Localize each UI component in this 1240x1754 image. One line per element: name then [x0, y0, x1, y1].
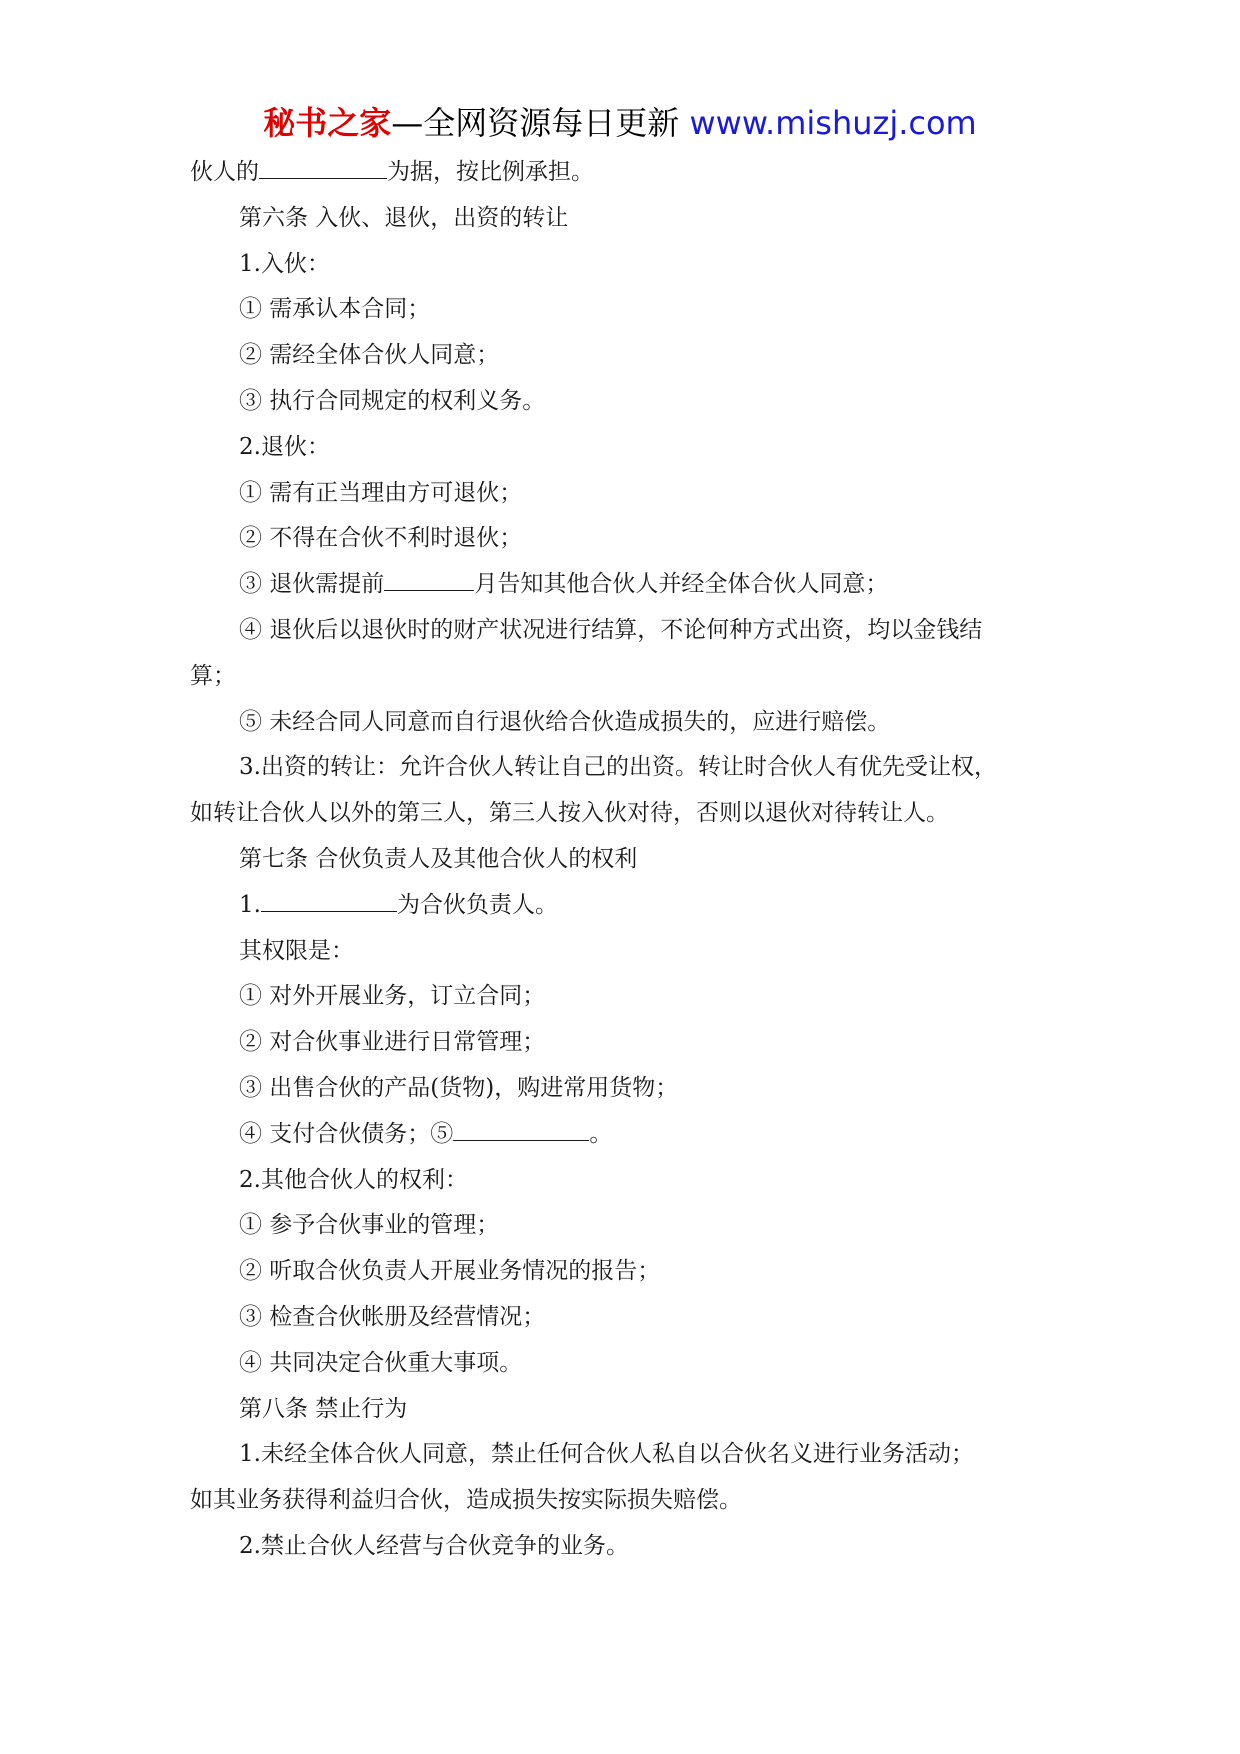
list-item-continued: 算； — [190, 662, 236, 689]
article-heading: 第七条 合伙负责人及其他合伙人的权利 — [239, 845, 638, 872]
list-item: ① 对外开展业务，订立合同； — [239, 983, 546, 1010]
list-item: ④ 退伙后以退伙时的财产状况进行结算，不论何种方式出资，均以金钱结 — [239, 616, 983, 643]
list-item: ② 需经全体合伙人同意； — [239, 342, 500, 369]
list-item: ② 听取合伙负责人开展业务情况的报告； — [239, 1258, 661, 1285]
text: 月告知其他合伙人并经全体合伙人同意； — [474, 571, 889, 598]
section-heading: 2.退伙： — [239, 433, 330, 460]
site-header — [0, 98, 1240, 148]
text: ③ 退伙需提前 — [239, 571, 385, 598]
paragraph-line: 其权限是： — [239, 937, 354, 964]
fill-blank — [259, 154, 387, 179]
list-item: ② 对合伙事业进行日常管理； — [239, 1029, 546, 1056]
text: 伙人的 — [190, 159, 259, 185]
list-item — [190, 562, 1070, 608]
section-heading: 1.入伙： — [239, 250, 330, 277]
article-heading: 第八条 禁止行为 — [239, 1395, 408, 1422]
text: ④ 支付合伙债务；⑤ — [239, 1120, 454, 1147]
list-item: ① 需承认本合同； — [239, 296, 431, 323]
paragraph-line: 3.出资的转让：允许合伙人转让自己的出资。转让时合伙人有优先受让权， — [239, 754, 997, 781]
fill-blank — [453, 1116, 589, 1141]
header-slogan: —全网资源每日更新 — [391, 104, 690, 142]
text: 1. — [239, 891, 261, 918]
list-item: ① 参予合伙事业的管理； — [239, 1212, 500, 1239]
list-item: ③ 执行合同规定的权利义务。 — [239, 387, 546, 414]
paragraph-line: 如转让合伙人以外的第三人，第三人按入伙对待，否则以退伙对待转让人。 — [190, 800, 949, 827]
list-item: ① 需有正当理由方可退伙； — [239, 479, 523, 506]
fill-blank — [384, 566, 474, 591]
paragraph-line — [190, 150, 1070, 196]
article-heading: 第六条 入伙、退伙，出资的转让 — [239, 204, 569, 231]
section-heading: 2.其他合伙人的权利： — [239, 1166, 468, 1193]
list-item — [190, 1112, 1070, 1158]
list-item: ④ 共同决定合伙重大事项。 — [239, 1349, 523, 1376]
text: 为合伙负责人。 — [396, 891, 558, 918]
fill-blank — [261, 887, 397, 912]
paragraph-line: 如其业务获得利益归合伙，造成损失按实际损失赔偿。 — [190, 1487, 742, 1514]
paragraph-line — [190, 883, 1070, 929]
site-url[interactable]: www.mishuzj.com — [689, 104, 977, 142]
list-item: ③ 检查合伙帐册及经营情况； — [239, 1303, 546, 1330]
list-item: ③ 出售合伙的产品(货物)，购进常用货物； — [239, 1074, 679, 1101]
list-item: ② 不得在合伙不利时退伙； — [239, 525, 523, 552]
paragraph-line: 1.未经全体合伙人同意，禁止任何合伙人私自以合伙名义进行业务活动； — [239, 1441, 974, 1468]
text: 。 — [589, 1120, 613, 1147]
paragraph-line: 2.禁止合伙人经营与合伙竞争的业务。 — [239, 1532, 629, 1559]
list-item: ⑤ 未经合同人同意而自行退伙给合伙造成损失的，应进行赔偿。 — [239, 708, 891, 735]
brand-name: 秘书之家 — [263, 104, 392, 142]
document-body — [190, 150, 1070, 1570]
text: 为据，按比例承担。 — [387, 159, 594, 185]
